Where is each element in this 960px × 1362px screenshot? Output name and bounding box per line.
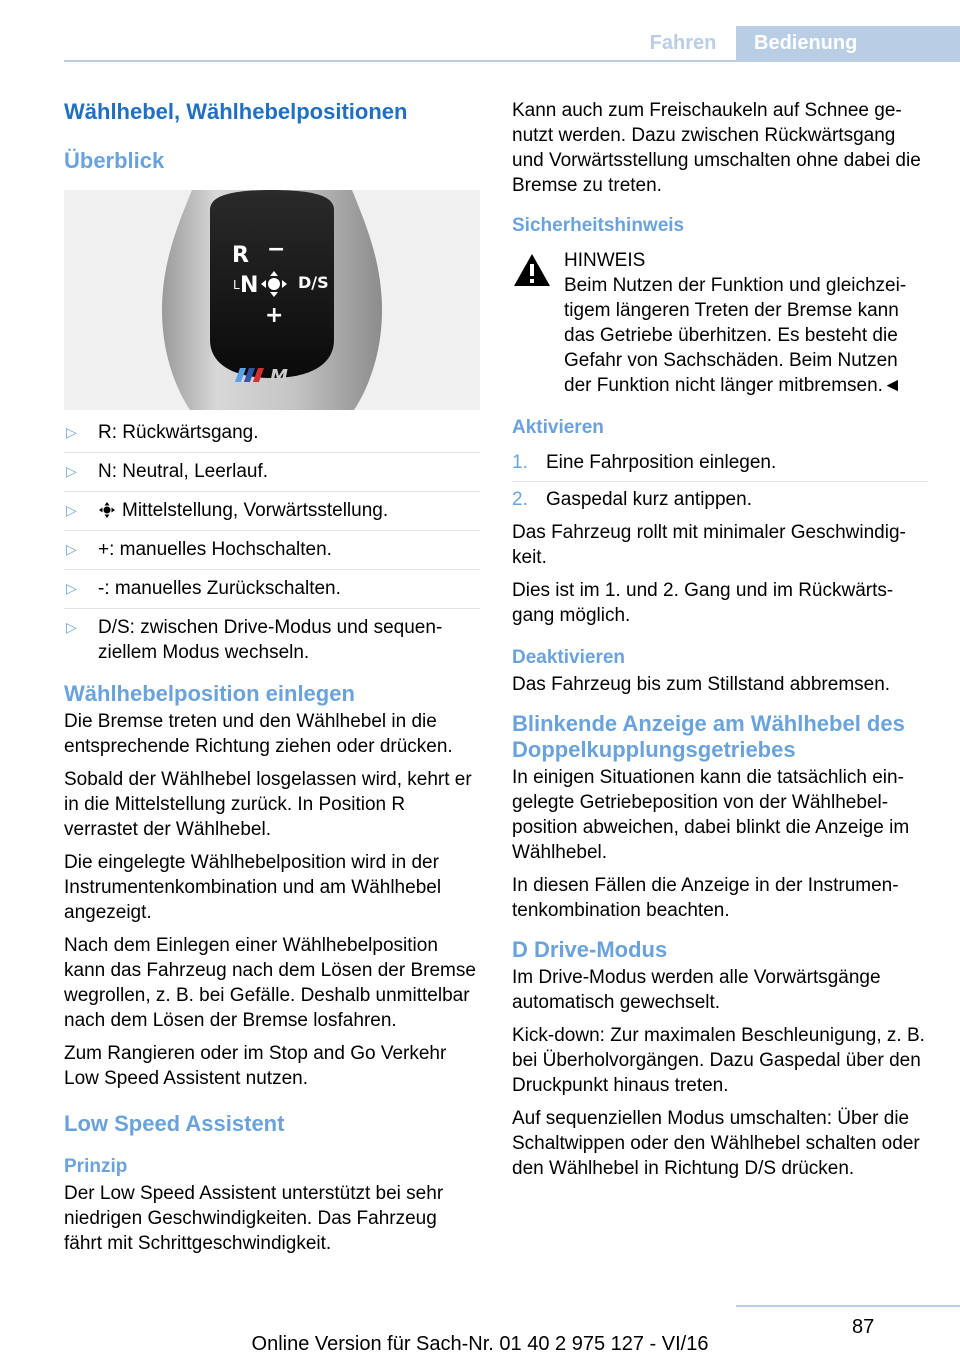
principle-text: Der Low Speed Assistent unterstützt bei sehr niedrigen Geschwindigkeiten. Das Fahrzeug fährt mit Schrittgeschwindigkeit. bbox=[64, 1183, 444, 1254]
triangle-bullet-icon: ▷ bbox=[66, 580, 77, 596]
list-item: 2. Gaspedal kurz antippen. bbox=[512, 481, 928, 512]
list-item: 1. Eine Fahrposition einlegen. bbox=[512, 452, 777, 473]
blink-title: Blinkende Anzeige am Wählhebel des Doppelkupplungsgetriebes bbox=[512, 711, 905, 762]
middle-position-icon bbox=[98, 501, 116, 519]
triangle-bullet-icon: ▷ bbox=[66, 463, 77, 479]
engage-paragraph: Sobald der Wählhebel losgelassen wird, kehrt er in die Mittelstellung zurück. In Position R verrastet der Wählhebel. bbox=[64, 769, 472, 840]
list-item: ▷ R: Rückwärtsgang. bbox=[66, 422, 259, 443]
engage-title: Wählhebelposition einlegen bbox=[64, 681, 355, 706]
overview-title: Überblick bbox=[64, 148, 165, 173]
gear-selector-illustration bbox=[64, 190, 480, 410]
list-item: ▷ N: Neutral, Leerlauf. bbox=[64, 452, 480, 484]
drive-title: D Drive-Modus bbox=[512, 937, 668, 962]
engage-paragraph: Nach dem Einlegen einer Wählhebelposition kann das Fahrzeug nach dem Lösen der Bremse wegrollen, z. B. bei Gefälle. Deshalb unmittelbar nach dem Lösen der Bremse losfahren. bbox=[64, 935, 476, 1031]
triangle-bullet-icon: ▷ bbox=[66, 619, 77, 635]
gear-selector-figure bbox=[64, 190, 480, 410]
left-column bbox=[64, 98, 480, 1264]
list-item: ▷ Mittelstellung, Vorwärtsstellung. bbox=[64, 491, 480, 523]
blink-paragraph: In diesen Fällen die Anzeige in der Instrumentenkombination beachten. bbox=[512, 875, 899, 921]
label-ds: D/S bbox=[298, 273, 329, 292]
triangle-bullet-icon: ▷ bbox=[66, 424, 77, 440]
label-brand: M bbox=[270, 366, 288, 387]
blink-paragraph: In einigen Situationen kann die tatsächlich eingelegte Getriebeposition von der Wählhebelposition abweichen, dabei blinkt die Anzeige im Wählhebel. bbox=[512, 767, 910, 863]
label-minus: − bbox=[267, 237, 286, 262]
right-column bbox=[512, 98, 928, 1189]
tab-fahren[interactable]: Fahren bbox=[649, 32, 717, 54]
engage-paragraph: Die Bremse treten und den Wählhebel in die entsprechende Richtung ziehen oder drücken. bbox=[64, 711, 453, 757]
activate-title: Aktivieren bbox=[512, 417, 604, 438]
footer-rule bbox=[736, 1305, 960, 1307]
activate-paragraph: Das Fahrzeug rollt mit minimaler Geschwindigkeit. bbox=[512, 522, 906, 568]
label-r: R bbox=[232, 243, 249, 268]
label-n: N bbox=[240, 273, 259, 298]
label-l: L bbox=[233, 278, 240, 292]
engage-paragraph: Zum Rangieren oder im Stop and Go Verkehr Low Speed Assistent nutzen. bbox=[64, 1043, 447, 1089]
warning-title: HINWEIS bbox=[564, 250, 646, 271]
intro-paragraph: Kann auch zum Freischaukeln auf Schnee genutzt werden. Dazu zwischen Rückwärtsgang und Vorwärtsstellung umschalten ohne dabei die Bremse zu treten. bbox=[512, 100, 921, 196]
activate-paragraph: Dies ist im 1. und 2. Gang und im Rückwärtsgang möglich. bbox=[512, 580, 894, 626]
triangle-bullet-icon: ▷ bbox=[66, 502, 77, 518]
drive-paragraph: Auf sequenziellen Modus umschalten: Über die Schaltwippen oder den Wählhebel schalten oder den Wählhebel in Richtung D/S drücken. bbox=[512, 1108, 920, 1179]
section-title: Wählhebel, Wählhebelpositionen bbox=[64, 99, 408, 124]
label-plus: + bbox=[265, 303, 284, 328]
list-item: ▷ D/S: zwischen Drive-Modus und sequenziellem Modus wechseln. bbox=[64, 608, 480, 665]
triangle-bullet-icon: ▷ bbox=[66, 541, 77, 557]
tab-bedienung[interactable]: Bedienung bbox=[736, 26, 960, 60]
list-item: ▷ +: manuelles Hochschalten. bbox=[64, 530, 480, 562]
principle-title: Prinzip bbox=[64, 1156, 128, 1177]
list-item: ▷ -: manuelles Zurückschalten. bbox=[64, 569, 480, 601]
warning-block bbox=[512, 248, 928, 398]
warning-text: Beim Nutzen der Funktion und gleichzeitigem längeren Treten der Bremse kann das Getriebe überhitzen. Es besteht die Gefahr von Sachschäden. Beim Nutzen der Funktion nicht länger mitbremsen.◄ bbox=[564, 275, 907, 396]
drive-paragraph: Kick-down: Zur maximalen Beschleunigung, z. B. bei Überholvorgängen. Dazu Gaspedal über den Druckpunkt hinaus treten. bbox=[512, 1025, 925, 1096]
online-version-text: Online Version für Sach-Nr. 01 40 2 975 127 - VI/16 bbox=[251, 1333, 709, 1355]
safety-title: Sicherheitshinweis bbox=[512, 215, 685, 236]
deactivate-title: Deaktivieren bbox=[512, 647, 626, 668]
activate-steps bbox=[512, 450, 928, 512]
warning-triangle-icon bbox=[512, 252, 552, 288]
lsa-title: Low Speed Assistent bbox=[64, 1111, 285, 1136]
header-rule bbox=[64, 60, 960, 62]
position-list bbox=[64, 420, 480, 665]
deactivate-text: Das Fahrzeug bis zum Stillstand abbremsen. bbox=[512, 674, 891, 695]
m-logo bbox=[235, 368, 264, 382]
engage-paragraph: Die eingelegte Wählhebelposition wird in der Instrumentenkombination und am Wählhebel angezeigt. bbox=[64, 852, 442, 923]
drive-paragraph: Im Drive-Modus werden alle Vorwärtsgänge automatisch gewechselt. bbox=[512, 967, 881, 1013]
page-number: 87 bbox=[852, 1316, 875, 1338]
